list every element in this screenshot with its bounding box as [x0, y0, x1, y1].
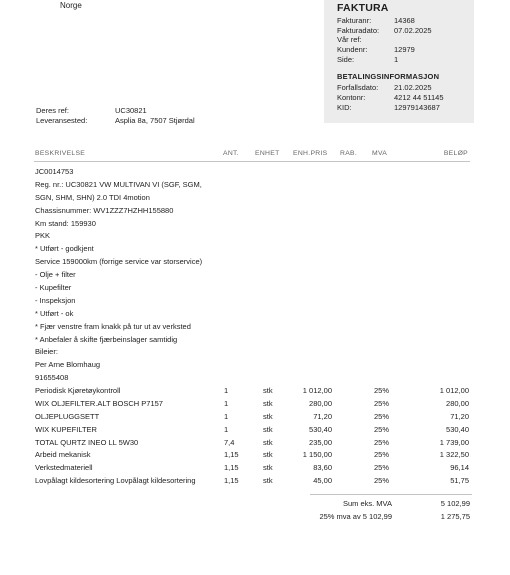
payment-field-value: 21.02.2025: [394, 83, 432, 93]
payment-field: [337, 103, 474, 113]
item-description: WIX KUPEFILTER: [35, 424, 97, 434]
header-unit: ENHET: [255, 150, 280, 157]
item-unit: stk: [263, 463, 273, 473]
item-amount: 1 012,00: [439, 386, 469, 395]
item-unit-price: 83,60: [313, 463, 332, 473]
payment-field-label: Kontonr:: [337, 93, 366, 103]
reference-value: Asplia 8a, 7507 Stjørdal: [115, 116, 195, 125]
item-unit-price: 71,20: [313, 411, 332, 421]
total-value: 1 275,75: [440, 512, 470, 521]
item-description: Periodisk Kjøretøykontroll: [35, 386, 121, 395]
description-line: * Anbefaler å skifte fjærbeinslager samtidig: [35, 334, 178, 344]
item-unit: stk: [263, 386, 273, 395]
description-line: * Utført - ok: [35, 308, 74, 318]
reference-row: [36, 106, 195, 116]
item-qty: 7,4: [224, 437, 235, 447]
table-row: [35, 411, 471, 424]
invoice-fields: [337, 16, 474, 64]
recipient-country: Norge: [60, 1, 82, 10]
item-description: Lovpålagt kildesortering Lovpålagt kildesortering: [35, 476, 196, 486]
item-qty: 1,15: [224, 450, 239, 460]
payment-fields: [337, 83, 474, 112]
payment-field-label: Forfallsdato:: [337, 83, 379, 93]
item-vat: 25%: [373, 476, 389, 486]
item-qty: 1,15: [224, 476, 239, 486]
item-unit-price: 280,00: [309, 398, 332, 408]
item-description: Verkstedmateriell: [35, 463, 93, 473]
reference-label: Leveransested:: [36, 116, 88, 125]
item-amount: 1 739,00: [439, 437, 469, 447]
item-vat: 25%: [373, 463, 389, 473]
invoice-field-label: Side:: [337, 54, 355, 64]
header-discount: RAB.: [340, 150, 358, 157]
table-row: [35, 385, 471, 398]
invoice-field-value: 07.02.2025: [394, 25, 432, 35]
invoice-field-value: 12979: [394, 45, 415, 55]
table-row: [35, 475, 471, 488]
description-line: PKK: [35, 231, 51, 241]
total-label: Sum eks. MVA: [342, 499, 392, 508]
item-unit-price: 1 012,00: [302, 386, 332, 395]
total-label: 25% mva av 5 102,99: [319, 512, 392, 521]
description-line: * Fjær venstre fram knakk på tur ut av verksted: [35, 321, 191, 331]
table-row: [35, 462, 471, 475]
description-line: - Olje + filter: [35, 270, 76, 280]
description-line: Per Arne Blomhaug: [35, 360, 101, 370]
invoice-field-label: Fakturanr:: [337, 16, 372, 25]
item-vat: 25%: [373, 398, 389, 408]
item-amount: 280,00: [446, 398, 469, 408]
payment-field: [337, 93, 474, 103]
table-row: [35, 437, 471, 450]
table-row: [35, 449, 471, 462]
reference-block: [36, 106, 195, 126]
payment-info-title: BETALINGSINFORMASJON: [337, 72, 440, 82]
item-unit-price: 235,00: [309, 437, 332, 447]
description-line: JC0014753: [35, 167, 74, 176]
description-line: Km stand: 159930: [35, 218, 96, 228]
item-amount: 96,14: [450, 463, 469, 473]
reference-row: [36, 116, 195, 126]
item-vat: 25%: [373, 424, 389, 434]
payment-field: [337, 83, 474, 93]
description-line: 91655408: [35, 373, 69, 383]
item-vat: 25%: [373, 450, 389, 460]
item-amount: 71,20: [450, 411, 469, 421]
total-row: [300, 497, 472, 510]
description-line: Reg. nr.: UC30821 VW MULTIVAN VI (SGF, SGM,: [35, 179, 202, 189]
payment-field-value: 12979143687: [394, 102, 440, 112]
item-unit-price: 1 150,00: [302, 450, 332, 460]
item-unit: stk: [263, 411, 273, 421]
item-amount: 51,75: [450, 476, 469, 486]
reference-label: Deres ref:: [36, 106, 69, 115]
payment-field-value: 4212 44 51145: [394, 93, 444, 103]
description-line: SGN, SHM, SHN) 2.0 TDI 4motion: [35, 192, 150, 202]
invoice-title: FAKTURA: [337, 2, 389, 14]
header-vat: MVA: [372, 150, 388, 157]
invoice-field: [337, 26, 474, 36]
description-line: - Inspeksjon: [35, 295, 76, 305]
description-line: - Kupefilter: [35, 283, 72, 293]
description-line: * Utført - godkjent: [35, 244, 94, 254]
item-description: OLJEPLUGGSETT: [35, 411, 100, 421]
invoice-field: [337, 35, 474, 45]
item-unit: stk: [263, 424, 273, 434]
item-qty: 1: [224, 424, 229, 434]
item-amount: 1 322,50: [439, 450, 469, 460]
invoice-field: [337, 16, 474, 26]
item-unit: stk: [263, 450, 273, 460]
item-unit-price: 530,40: [309, 424, 332, 434]
item-qty: 1: [224, 386, 229, 395]
header-description: BESKRIVELSE: [35, 150, 86, 157]
item-unit: stk: [263, 437, 273, 447]
work-description: [35, 166, 245, 385]
item-unit: stk: [263, 398, 273, 408]
item-amount: 530,40: [446, 424, 469, 434]
totals-divider: [310, 494, 472, 495]
item-vat: 25%: [373, 437, 389, 447]
description-line: Chassisnummer: WV1ZZZ7HZHH155880: [35, 205, 174, 215]
invoice-field-value: 14368: [394, 16, 415, 25]
table-header: [34, 148, 470, 162]
header-unit-price: ENH.PRIS: [293, 150, 328, 157]
header-amount: BELØP: [443, 150, 468, 157]
table-row: [35, 424, 471, 437]
invoice-field-label: Fakturadato:: [337, 25, 380, 35]
item-qty: 1: [224, 398, 229, 408]
description-line: Service 159000km (forrige service var storservice): [35, 257, 203, 267]
invoice-field-value: 1: [394, 54, 399, 64]
invoice-field: [337, 45, 474, 55]
description-line: Bileier:: [35, 347, 58, 357]
payment-field-label: KID:: [337, 102, 352, 112]
header-qty: ANT.: [223, 150, 239, 157]
invoice-info-box: [324, 0, 474, 123]
item-description: WIX OLJEFILTER.ALT BOSCH P7157: [35, 398, 163, 408]
item-description: TOTAL QURTZ INEO LL 5W30: [35, 437, 139, 447]
invoice-field: [337, 55, 474, 65]
invoice-field-label: Vår ref:: [337, 35, 362, 45]
invoice-field-label: Kundenr:: [337, 45, 368, 55]
totals-block: [300, 497, 472, 523]
table-row: [35, 398, 471, 411]
item-description: Arbeid mekanisk: [35, 450, 91, 460]
line-items: [35, 385, 471, 488]
total-row: [300, 510, 472, 523]
item-qty: 1,15: [224, 463, 239, 473]
reference-value: UC30821: [115, 106, 147, 115]
total-value: 5 102,99: [440, 499, 470, 508]
item-unit-price: 45,00: [313, 476, 332, 486]
item-vat: 25%: [373, 386, 389, 395]
item-unit: stk: [263, 476, 273, 486]
item-vat: 25%: [373, 411, 389, 421]
item-qty: 1: [224, 411, 229, 421]
